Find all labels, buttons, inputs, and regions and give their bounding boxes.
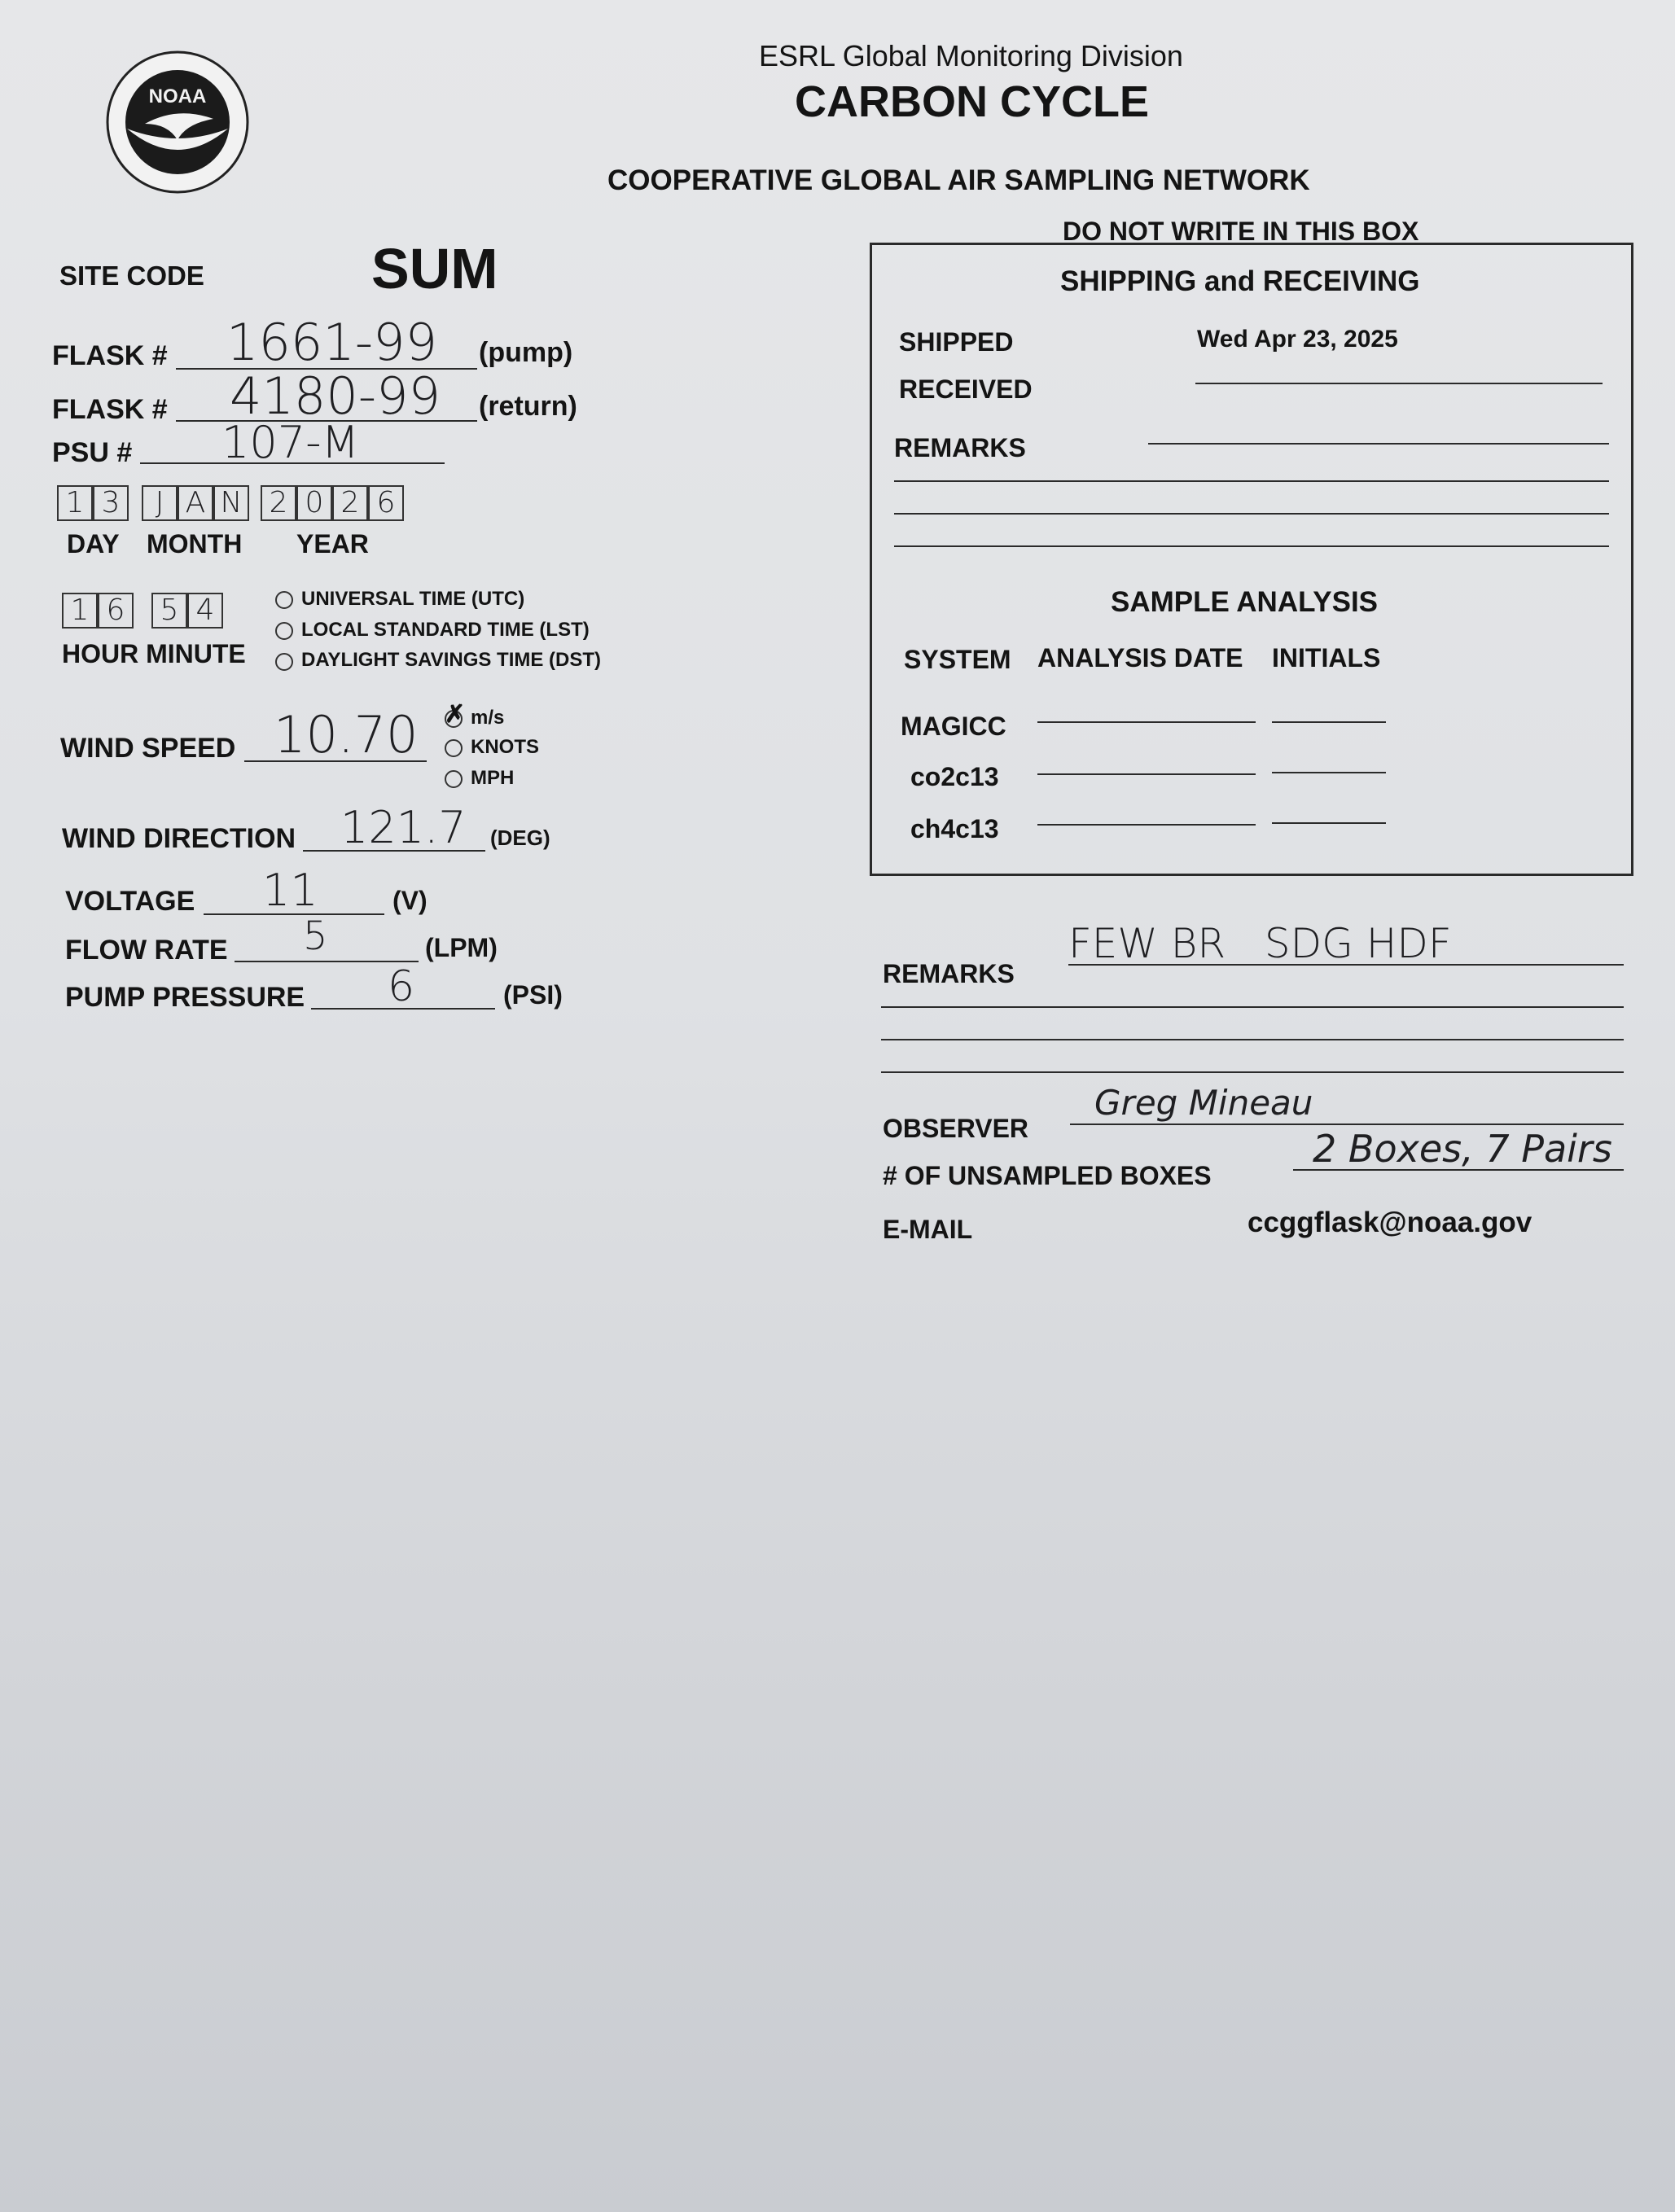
year-label: YEAR (296, 529, 369, 558)
remarks-line (1068, 964, 1624, 966)
voltage-value[interactable]: 11 (262, 865, 318, 916)
unsampled-boxes-line (1293, 1169, 1624, 1171)
minute-digit-1: 5 (160, 594, 179, 627)
flow-rate-label: FLOW RATE (65, 935, 228, 966)
initials-line (1272, 822, 1386, 824)
remarks-line (881, 1071, 1624, 1073)
year-digit-2: 0 (305, 486, 324, 519)
utc-radio[interactable] (275, 591, 293, 609)
email-value[interactable]: ccggflask@noaa.gov (1247, 1207, 1532, 1238)
pump-pressure-unit: (PSI) (503, 980, 563, 1010)
observer-label: OBSERVER (883, 1114, 1029, 1143)
lst-option-label: LOCAL STANDARD TIME (LST) (301, 619, 590, 641)
analysis-date-line (1037, 824, 1256, 826)
received-line (1195, 383, 1603, 384)
remarks-line (881, 1039, 1624, 1040)
site-code-value: SUM (371, 237, 498, 300)
remarks-line (881, 1006, 1624, 1008)
dst-option-label: DAYLIGHT SAVINGS TIME (DST) (301, 649, 602, 671)
office-remarks-line (1148, 443, 1609, 445)
knots-option-label: KNOTS (471, 736, 539, 758)
mph-option-label: MPH (471, 767, 515, 789)
system-column-header: SYSTEM (904, 645, 1011, 674)
flask-return-label: FLASK # (52, 394, 168, 425)
system-magicc: MAGICC (901, 712, 1006, 741)
noaa-logo-text: NOAA (148, 85, 207, 107)
month-char-1: J (155, 486, 164, 519)
form-title: CARBON CYCLE (795, 77, 1150, 126)
flask-pump-label: FLASK # (52, 340, 168, 371)
flask-pump-value[interactable]: 1661-99 (226, 313, 438, 372)
hour-minute-label: HOUR MINUTE (62, 639, 246, 668)
psu-value[interactable]: 107-M (221, 417, 360, 468)
analysis-date-line (1037, 721, 1256, 723)
email-label: E-MAIL (883, 1215, 973, 1244)
received-label: RECEIVED (899, 375, 1033, 404)
wind-direction-label: WIND DIRECTION (62, 823, 296, 854)
year-digit-3: 2 (340, 486, 360, 519)
sample-analysis-title: SAMPLE ANALYSIS (1111, 586, 1379, 618)
psu-label: PSU # (52, 437, 133, 468)
unsampled-boxes-label: # OF UNSAMPLED BOXES (883, 1161, 1212, 1190)
ms-option-label: m/s (471, 707, 505, 729)
hour-digit-1: 1 (70, 594, 90, 627)
site-code-label: SITE CODE (59, 261, 204, 291)
remarks-value[interactable]: FEW BR SDG HDF (1068, 920, 1452, 967)
shipped-value: Wed Apr 23, 2025 (1197, 326, 1398, 353)
utc-option-label: UNIVERSAL TIME (UTC) (301, 588, 525, 610)
pump-pressure-label: PUMP PRESSURE (65, 982, 305, 1013)
observer-value[interactable]: Greg Mineau (1094, 1083, 1313, 1123)
hour-digit-2: 6 (106, 594, 125, 627)
network-name: COOPERATIVE GLOBAL AIR SAMPLING NETWORK (607, 164, 1310, 196)
flask-return-value[interactable]: 4180-99 (230, 366, 441, 426)
voltage-label: VOLTAGE (65, 886, 195, 917)
month-char-3: N (220, 486, 243, 519)
flow-rate-value[interactable]: 5 (303, 913, 328, 959)
minute-digit-2: 4 (195, 594, 215, 627)
wind-direction-unit: (DEG) (490, 826, 550, 850)
year-digit-1: 2 (269, 486, 288, 519)
noaa-logo (104, 49, 251, 195)
lst-radio[interactable] (275, 622, 293, 640)
year-digit-4: 6 (376, 486, 396, 519)
analysis-date-column-header: ANALYSIS DATE (1037, 643, 1243, 672)
office-remarks-line (894, 513, 1609, 515)
initials-line (1272, 721, 1386, 723)
shipped-label: SHIPPED (899, 327, 1014, 357)
wind-direction-value[interactable]: 121.7 (340, 802, 467, 853)
dst-radio[interactable] (275, 653, 293, 671)
analysis-date-line (1037, 773, 1256, 775)
unsampled-boxes-value[interactable]: 2 Boxes, 7 Pairs (1313, 1127, 1612, 1171)
flask-pump-suffix: (pump) (479, 337, 573, 368)
observer-line (1070, 1124, 1624, 1125)
month-label: MONTH (147, 529, 243, 558)
month-char-2: A (185, 486, 206, 519)
office-remarks-line (894, 545, 1609, 547)
day-digit-2: 3 (101, 486, 121, 519)
knots-radio[interactable] (445, 739, 463, 757)
mph-radio[interactable] (445, 770, 463, 788)
voltage-unit: (V) (392, 886, 428, 915)
initials-line (1272, 772, 1386, 773)
day-label: DAY (67, 529, 120, 558)
system-ch4c13: ch4c13 (910, 814, 999, 843)
flow-rate-unit: (LPM) (425, 933, 498, 962)
wind-speed-value[interactable]: 10.70 (274, 705, 419, 764)
initials-column-header: INITIALS (1272, 643, 1381, 672)
office-box-caption: DO NOT WRITE IN THIS BOX (1063, 217, 1419, 246)
system-co2c13: co2c13 (910, 762, 999, 791)
ms-check-mark: ✗ (445, 701, 466, 728)
division-name: ESRL Global Monitoring Division (759, 39, 1183, 72)
day-digit-1: 1 (65, 486, 85, 519)
office-remarks-label: REMARKS (894, 433, 1026, 462)
shipping-receiving-title: SHIPPING and RECEIVING (1060, 265, 1420, 297)
wind-speed-label: WIND SPEED (60, 733, 236, 764)
flask-return-suffix: (return) (479, 391, 577, 422)
remarks-label: REMARKS (883, 959, 1015, 988)
pump-pressure-value[interactable]: 6 (388, 962, 415, 1011)
office-remarks-line (894, 480, 1609, 482)
